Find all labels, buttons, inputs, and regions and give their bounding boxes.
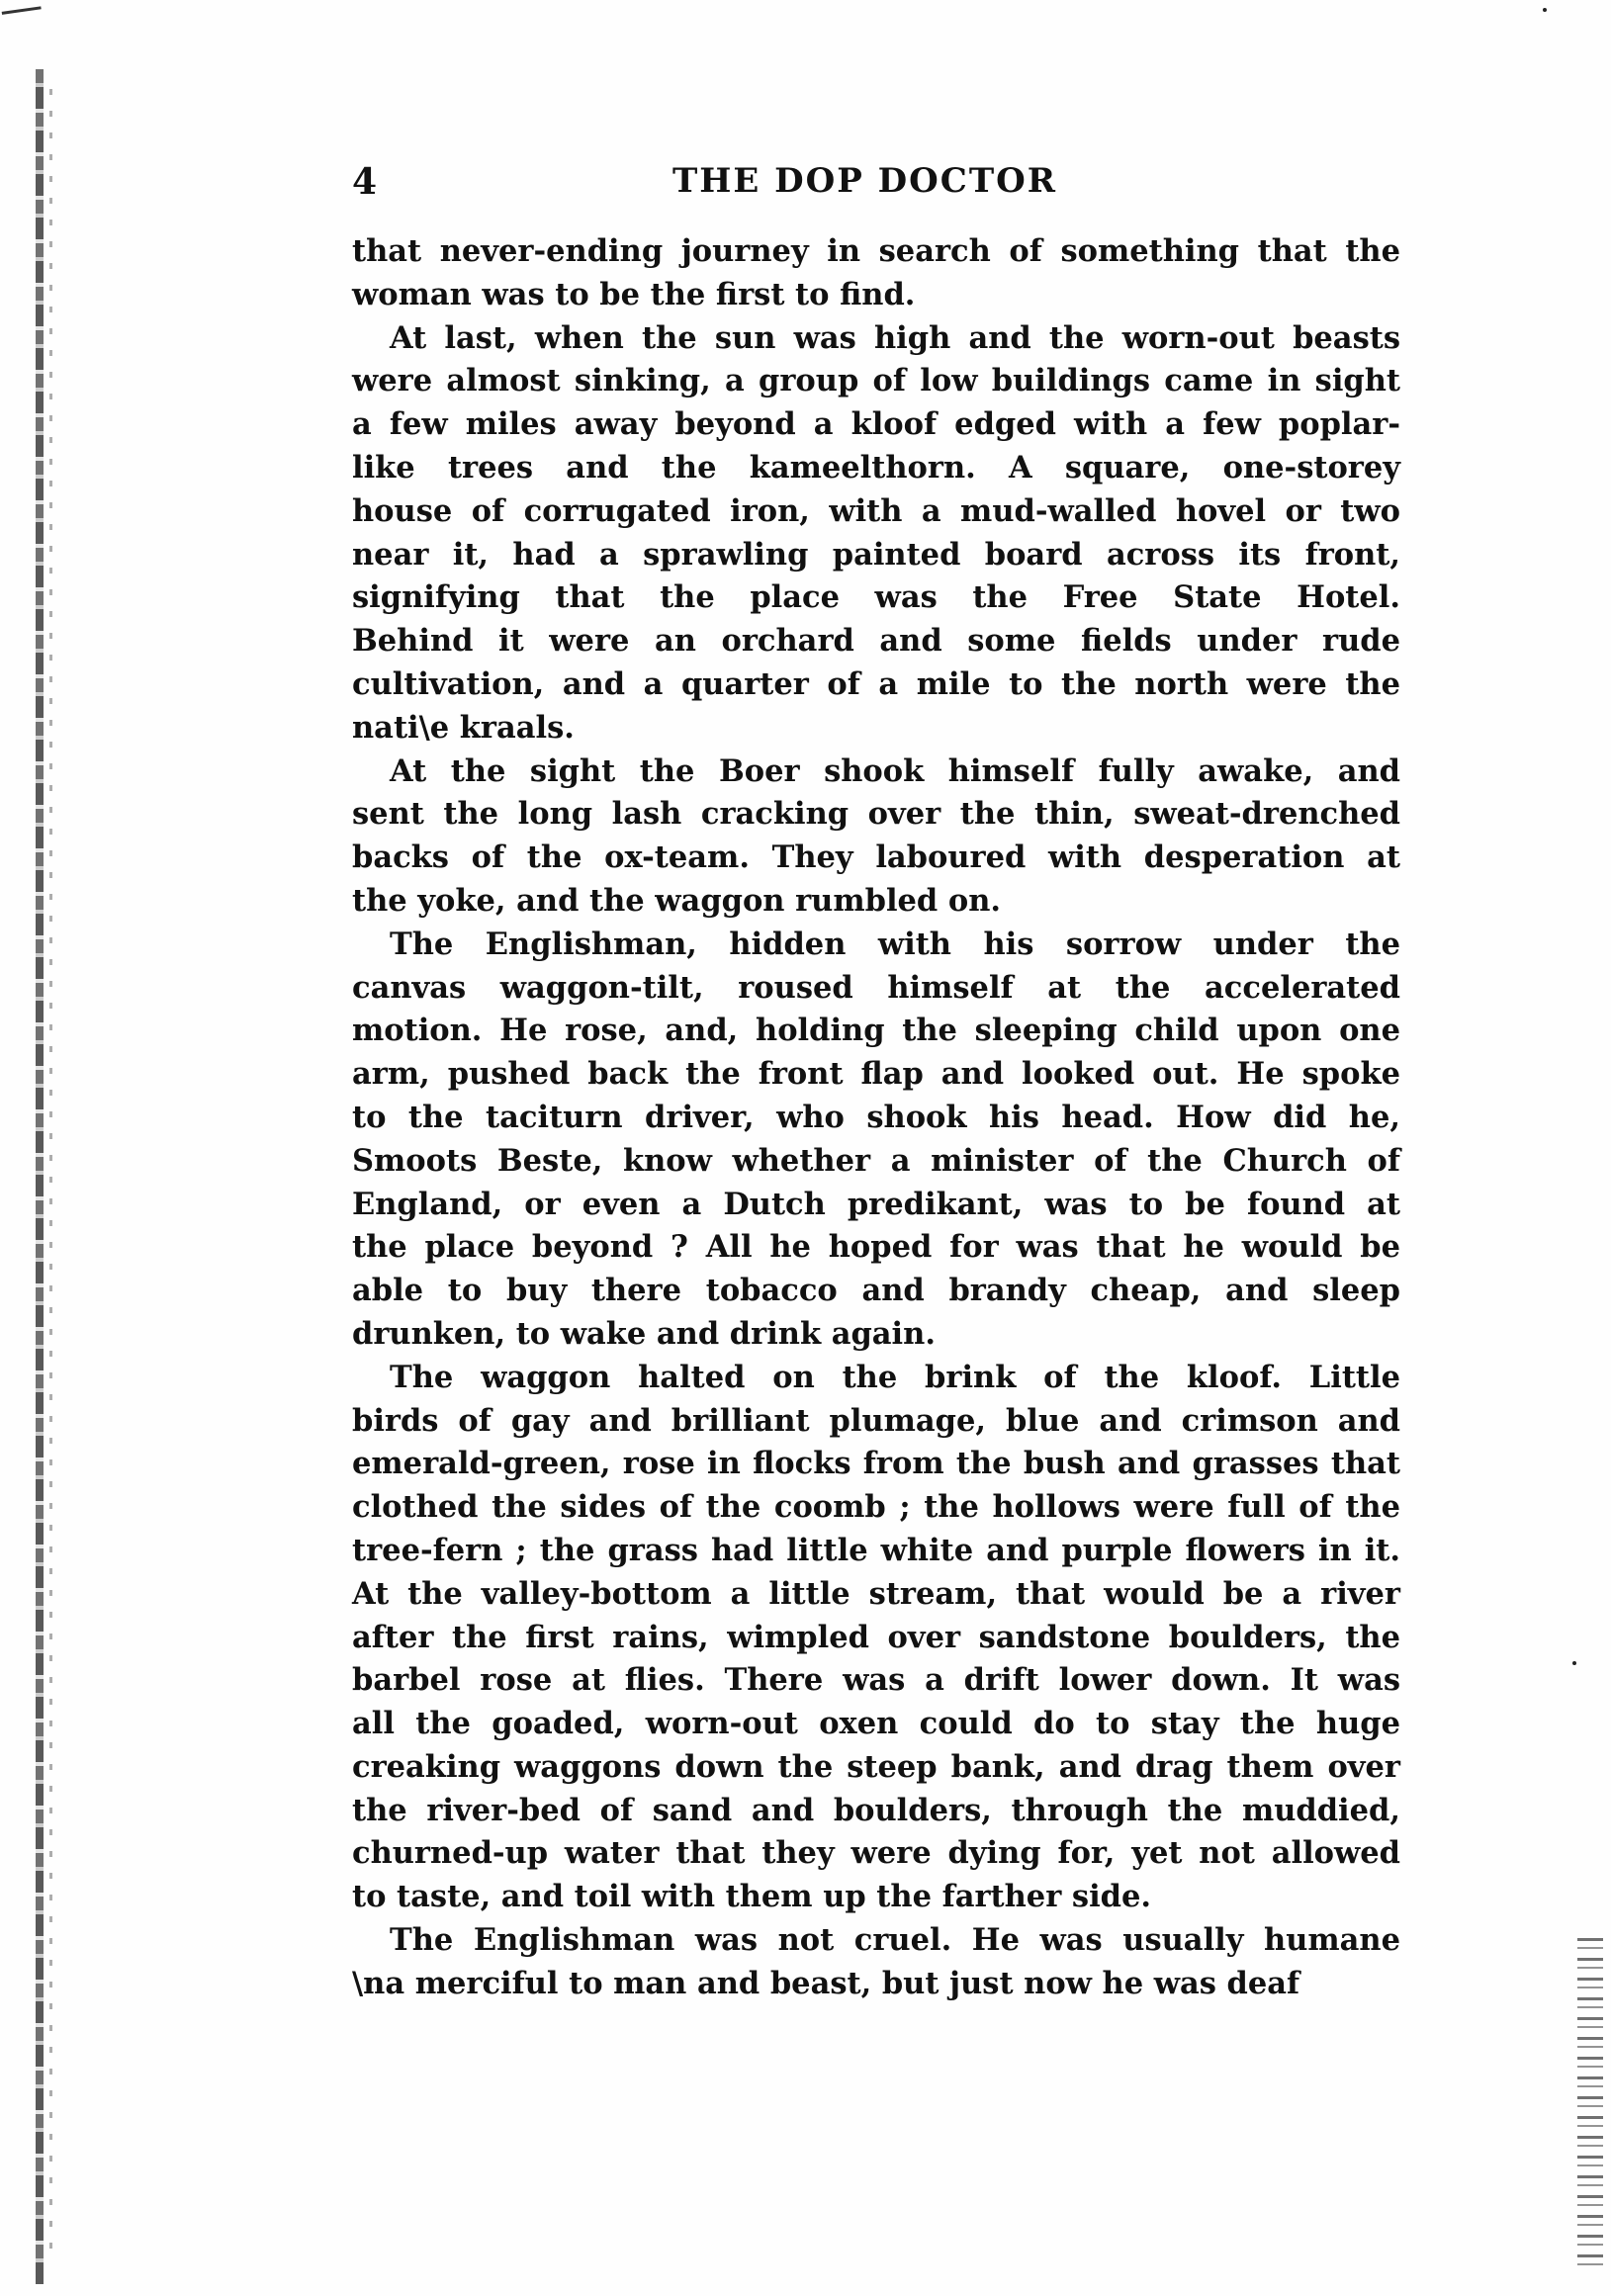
text-line: barbel rose at flies. There was a drift lower down. It was [352,1662,1400,1699]
body-text [352,230,1400,2006]
text-line: house of corrugated iron, with a mud-walled hovel or two [352,492,1400,529]
text-line: tree-fern ; the grass had little white and purple flowers in it. [352,1532,1400,1568]
text-line: churned-up water that they were dying for, yet not allowed [352,1835,1400,1872]
text-line: able to buy there tobacco and brandy cheap, and sleep [352,1273,1400,1309]
text-line: to the taciturn driver, who shook his head. How did he, [352,1099,1400,1135]
paragraph [352,924,1400,1357]
text-line: nati\e kraals. [352,709,575,746]
text-line: all the goaded, worn-out oxen could do to stay the huge [352,1706,1400,1742]
scan-speck [1543,8,1547,12]
text-line: The Englishman was not cruel. He was usually humane [390,1922,1400,1959]
text-line: drunken, to wake and drink again. [352,1315,936,1352]
text-line: like trees and the kameelthorn. A square, one-storey [352,449,1400,486]
text-line: woman was to be the first to find. [352,276,916,312]
paragraph [352,1919,1400,2006]
binding-edge [36,69,44,2284]
text-line: clothed the sides of the coomb ; the hollows were full of the [352,1489,1400,1526]
text-line: to taste, and toil with them up the farther side. [352,1879,1152,1915]
paragraph [352,230,1400,317]
text-line: sent the long lash cracking over the thin, sweat-drenched [352,796,1400,833]
text-line: arm, pushed back the front flap and looked out. He spoke [352,1056,1400,1093]
paragraph [352,1357,1400,1919]
text-line: The Englishman, hidden with his sorrow under the [390,926,1400,962]
text-line: near it, had a sprawling painted board across its front, [352,536,1400,573]
text-line: creaking waggons down the steep bank, and drag them over [352,1748,1400,1785]
text-line: birds of gay and brilliant plumage, blue and crimson and [352,1402,1400,1439]
scan-edge-speckle [1577,1938,1603,2274]
scan-speck [1572,1661,1576,1665]
page-header [352,161,1420,221]
text-line: motion. He rose, and, holding the sleeping child upon one [352,1013,1400,1049]
text-line: The waggon halted on the brink of the kloof. Little [390,1359,1400,1395]
scan-corner-mark [0,0,42,15]
binding-edge-shadow [49,89,52,2264]
text-line: \na merciful to man and beast, but just now he was deaf [352,1965,1300,2001]
page-number: 4 [352,161,379,203]
text-line: cultivation, and a quarter of a mile to the north were the [352,665,1400,702]
text-line: the yoke, and the waggon rumbled on. [352,882,1002,919]
text-line: At the valley-bottom a little stream, that would be a river [352,1575,1400,1612]
text-line: Smoots Beste, know whether a minister of the Church of [352,1142,1400,1179]
text-line: after the first rains, wimpled over sandstone boulders, the [352,1619,1400,1655]
text-line: At the sight the Boer shook himself fully awake, and [390,752,1400,789]
text-line: At last, when the sun was high and the worn-out beasts [390,319,1400,356]
paragraph [352,751,1400,924]
text-line: that never-ending journey in search of something that the [352,233,1400,269]
running-title: THE DOP DOCTOR [672,161,1058,201]
text-line: a few miles away beyond a kloof edged with a few poplar- [352,406,1400,443]
text-line: backs of the ox-team. They laboured with desperation at [352,839,1400,876]
text-line: signifying that the place was the Free State Hotel. [352,579,1400,616]
text-line: the river-bed of sand and boulders, through the muddied, [352,1792,1400,1828]
text-line: Behind it were an orchard and some fields under rude [352,623,1400,660]
text-line: were almost sinking, a group of low buildings came in sight [352,363,1400,399]
text-line: canvas waggon-tilt, roused himself at the accelerated [352,969,1400,1006]
paragraph [352,317,1400,751]
text-line: emerald-green, rose in flocks from the bush and grasses that [352,1446,1400,1482]
text-line: the place beyond ? All he hoped for was that he would be [352,1229,1400,1266]
text-line: England, or even a Dutch predikant, was to be found at [352,1186,1400,1222]
